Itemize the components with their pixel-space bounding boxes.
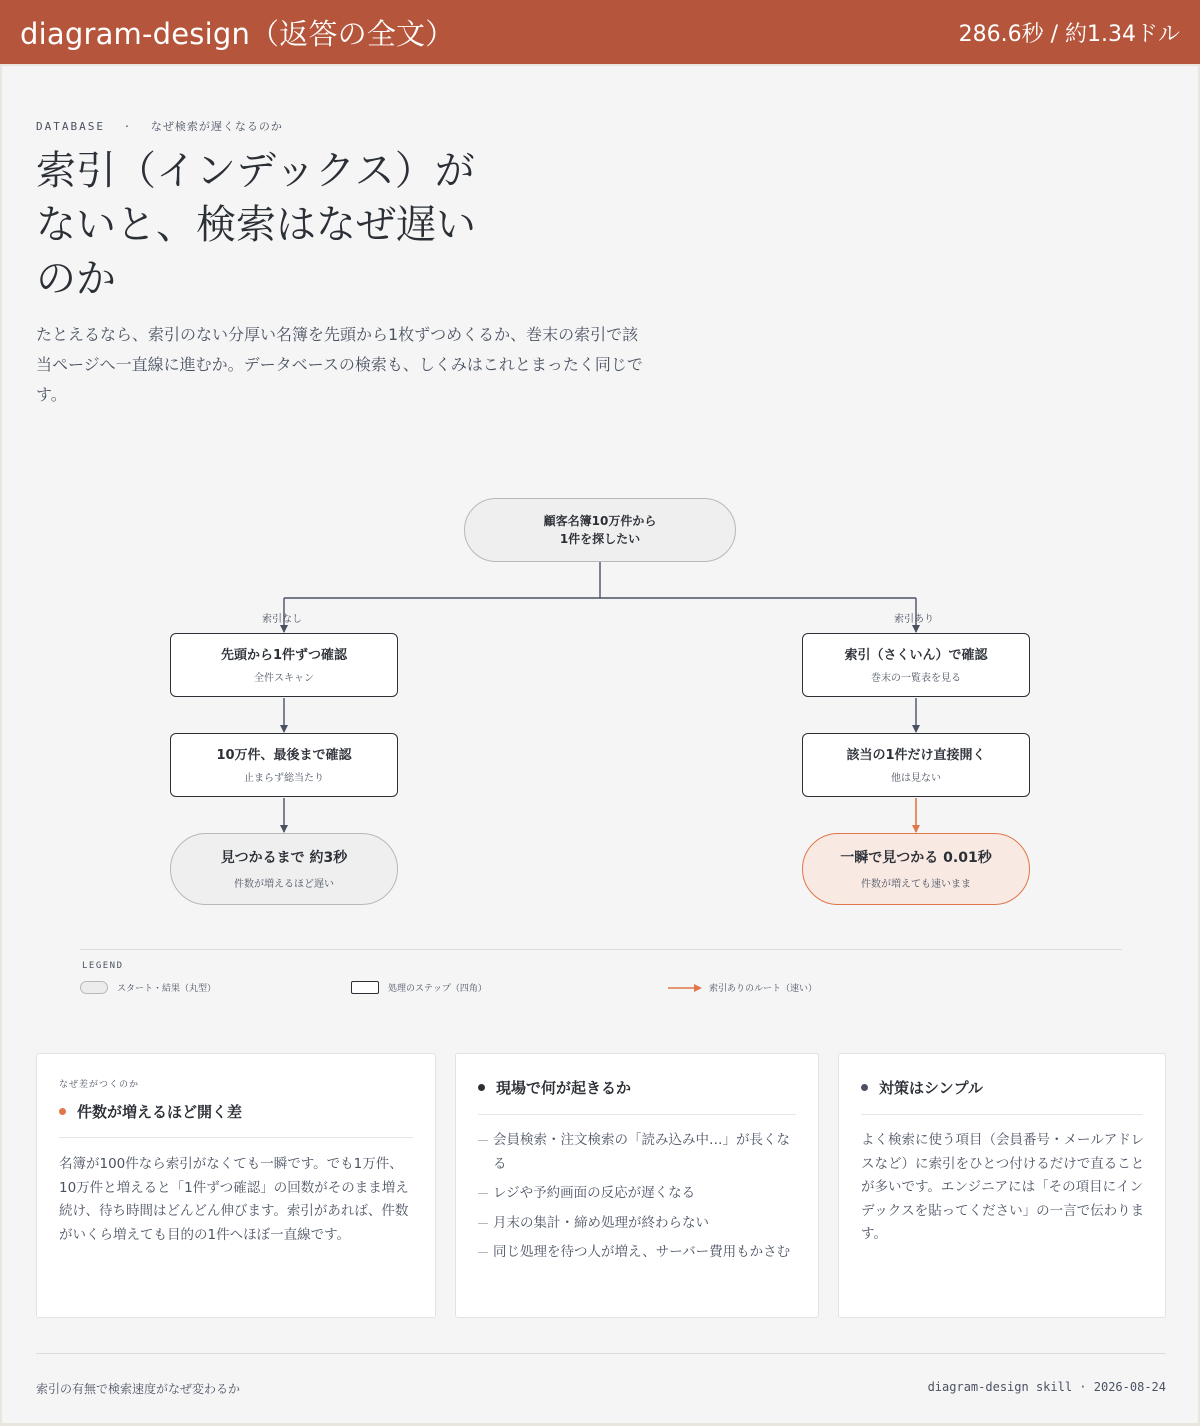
legend-item-rect xyxy=(351,981,487,994)
lede-paragraph: たとえるなら、索引のない分厚い名簿を先頭から1枚ずつめくるか、巻末の索引で該当ページへ一直線に進むか。データベースの検索も、しくみはこれとまったく同じです。 xyxy=(36,325,643,404)
card-field-list xyxy=(478,1129,800,1271)
card-fix-divider xyxy=(861,1114,1143,1115)
left-step2-sub: 止まらず総当たり xyxy=(244,772,324,784)
start-node xyxy=(464,498,736,562)
start-node-line-1: 顧客名簿10万件から xyxy=(543,514,657,528)
list-item: レジや予約画面の反応が遅くなる xyxy=(478,1182,800,1206)
legend-arrow-icon xyxy=(668,983,702,993)
legend-arrow-label: 索引ありのルート（速い） xyxy=(709,984,818,994)
left-step-full-scan xyxy=(170,633,398,697)
card-why-body: 名簿が100件なら索引がなくても一瞬です。でも1万件、10万件と増えると「1件ずつ確認」の回数がそのまま増え続け、待ち時間はどんどん伸びます。索引があれば、件数がいくら増えても目的の1件へほぼ一直線です。 xyxy=(59,1156,409,1243)
left-step-check-all xyxy=(170,733,398,797)
right-step1-title: 索引（さくいん）で確認 xyxy=(844,647,988,663)
time-cost-meta: 286.6秒 / 約1.34ドル xyxy=(958,21,1180,47)
list-item: 月末の集計・締め処理が終わらない xyxy=(478,1212,800,1236)
bullet-dot-icon xyxy=(861,1084,868,1091)
card-field-divider xyxy=(478,1114,796,1115)
eyebrow-category: DATABASE xyxy=(36,120,105,133)
legend-rect-label: 処理のステップ（四角） xyxy=(388,984,487,994)
right-result-sub: 件数が増えても速いまま xyxy=(861,878,971,890)
legend-item-pill xyxy=(80,981,216,994)
left-step1-title: 先頭から1件ずつ確認 xyxy=(220,647,348,663)
legend-title: LEGEND xyxy=(82,961,124,971)
card-why-gap xyxy=(36,1053,436,1318)
bullet-dot-icon xyxy=(478,1084,485,1091)
legend-divider xyxy=(80,949,1122,950)
right-step1-sub: 巻末の一覧表を見る xyxy=(871,672,961,684)
footer-divider xyxy=(36,1353,1166,1354)
eyebrow-topic: なぜ検索が遅くなるのか xyxy=(150,120,283,133)
legend-pill-label: スタート・結果（丸型） xyxy=(117,984,217,994)
title-line-3: のか xyxy=(36,256,116,302)
title-line-2: ないと、検索はなぜ遅い xyxy=(36,202,476,248)
right-result-fast xyxy=(802,833,1030,905)
legend-rect-swatch xyxy=(351,981,379,994)
branch-label-no-index: 索引なし xyxy=(262,614,302,625)
card-field-heading xyxy=(478,1077,631,1098)
card-why-heading xyxy=(59,1101,242,1122)
card-why-kicker: なぜ差がつくのか xyxy=(59,1080,140,1090)
card-field-title: 現場で何が起きるか xyxy=(496,1079,632,1097)
card-why-divider xyxy=(59,1137,413,1138)
title-bar xyxy=(0,0,1200,64)
page-title xyxy=(36,144,516,306)
accent-dot-icon xyxy=(59,1108,66,1115)
start-node-line-2: 1件を探したい xyxy=(559,532,641,546)
legend-item-arrow xyxy=(668,981,817,994)
left-result-slow xyxy=(170,833,398,905)
left-step2-title: 10万件、最後まで確認 xyxy=(216,747,352,763)
branch-label-with-index: 索引あり xyxy=(894,614,934,625)
footer-credit: diagram-design skill · 2026-08-24 xyxy=(927,1380,1166,1394)
right-step-direct-open xyxy=(802,733,1030,797)
list-item: 同じ処理を待つ人が増え、サーバー費用もかさむ xyxy=(478,1241,800,1265)
footer-caption: 索引の有無で検索速度がなぜ変わるか xyxy=(36,1382,241,1396)
card-field-effects xyxy=(455,1053,819,1318)
left-step1-sub: 全件スキャン xyxy=(254,672,314,684)
right-step2-title: 該当の1件だけ直接開く xyxy=(846,747,986,763)
card-simple-fix xyxy=(838,1053,1166,1318)
legend-pill-swatch xyxy=(80,981,108,994)
title-line-1: 索引（インデックス）が xyxy=(36,148,475,194)
left-result-title: 見つかるまで 約3秒 xyxy=(220,849,348,866)
right-step2-sub: 他は見ない xyxy=(891,772,941,784)
window-title: diagram-design（返答の全文） xyxy=(20,16,455,51)
eyebrow-separator: · xyxy=(123,120,133,133)
right-step-index-lookup xyxy=(802,633,1030,697)
card-fix-body: よく検索に使う項目（会員番号・メールアドレスなど）に索引をひとつ付けるだけで直ることが多いです。エンジニアには「その項目にインデックスを貼ってください」の一言で伝わります。 xyxy=(861,1132,1145,1242)
eyebrow xyxy=(36,118,283,134)
card-why-title: 件数が増えるほど開く差 xyxy=(77,1103,243,1121)
right-result-title: 一瞬で見つかる 0.01秒 xyxy=(840,849,992,866)
list-item: 会員検索・注文検索の「読み込み中…」が長くなる xyxy=(478,1129,800,1176)
card-fix-heading xyxy=(861,1077,983,1098)
content-panel xyxy=(2,66,1198,1423)
card-fix-title: 対策はシンプル xyxy=(879,1079,984,1097)
left-result-sub: 件数が増えるほど遅い xyxy=(234,878,334,890)
connector-start-split xyxy=(284,562,916,598)
